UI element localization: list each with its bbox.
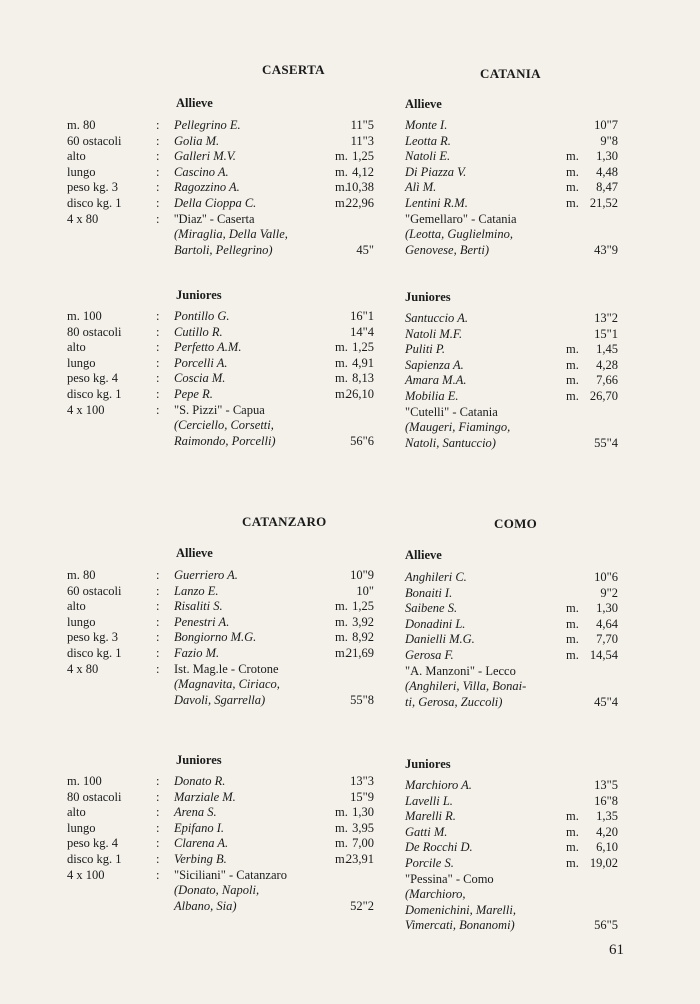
athlete-name: Santuccio A. <box>405 311 468 325</box>
result-value: 4,91 <box>352 355 374 370</box>
unit-prefix: m. <box>566 342 579 357</box>
athlete-name: Porcile S. <box>405 855 454 870</box>
athlete-name: De Rocchi D. <box>405 840 473 855</box>
colon: : <box>156 661 160 676</box>
result-value <box>314 883 374 899</box>
colon: : <box>156 386 160 401</box>
result-value <box>558 664 618 680</box>
result-value: 3,92 <box>352 614 374 629</box>
event-label: 80 ostacoli <box>67 324 122 339</box>
relay-members: (Leotta, Guglielmino, <box>405 227 513 242</box>
result-value: 4,12 <box>352 164 374 179</box>
category-heading-catanzaro-allieve: Allieve <box>176 546 213 560</box>
unit-prefix: m. <box>566 616 579 631</box>
event-label: 4 x 80 <box>67 211 99 226</box>
athlete-list-catanzaro-allieve <box>174 568 280 708</box>
athlete-name: Anghileri C. <box>405 570 467 584</box>
unit-prefix: m. <box>566 149 579 164</box>
result-value <box>314 418 374 434</box>
unit-prefix: m. <box>335 149 348 164</box>
relay-team: ''Diaz'' - Caserta <box>174 211 255 226</box>
event-label: disco kg. 1 <box>67 195 122 210</box>
event-label: m. 100 <box>67 774 102 788</box>
result-value: 21,52 <box>589 195 618 210</box>
athlete-list-como-juniores <box>405 778 516 934</box>
result-value: 45"4 <box>594 694 618 709</box>
event-label: lungo <box>67 164 96 179</box>
colon-column <box>156 118 159 227</box>
unit-prefix: m. <box>566 855 579 870</box>
category-heading-catania-juniores: Juniores <box>405 290 451 304</box>
result-column-catanzaro-juniores <box>314 774 374 914</box>
athlete-name: Donadini L. <box>405 616 466 631</box>
athlete-name: Donato R. <box>174 774 226 788</box>
colon: : <box>156 836 160 851</box>
colon: : <box>156 614 160 629</box>
result-value: 13"2 <box>594 311 618 325</box>
result-value: 11"5 <box>350 118 374 132</box>
colon: : <box>156 195 160 210</box>
event-label: peso kg. 3 <box>67 630 119 645</box>
event-label: disco kg. 1 <box>67 386 122 401</box>
colon: : <box>156 789 160 804</box>
relay-members: Genovese, Berti) <box>405 242 489 257</box>
result-value <box>314 403 374 419</box>
event-label: peso kg. 3 <box>67 180 119 195</box>
event-label: disco kg. 1 <box>67 851 122 866</box>
result-value: 8,47 <box>596 180 618 195</box>
result-value: 3,95 <box>352 820 374 835</box>
athlete-name: Puliti P. <box>405 342 446 357</box>
athlete-list-caserta-allieve <box>174 118 288 258</box>
colon: : <box>156 630 160 645</box>
result-column-como-allieve <box>558 570 618 710</box>
category-heading-como-juniores: Juniores <box>405 757 451 771</box>
athlete-name: Fazio M. <box>174 645 220 660</box>
athlete-list-catania-juniores <box>405 311 510 451</box>
result-value: 11"3 <box>350 133 374 148</box>
athlete-name: Galleri M.V. <box>174 149 236 164</box>
colon: : <box>156 211 160 226</box>
result-value: 7,00 <box>352 836 374 851</box>
relay-members: (Magnavita, Ciriaco, <box>174 677 280 692</box>
result-value <box>558 420 618 436</box>
athlete-name: Leotta R. <box>405 133 451 148</box>
event-label: disco kg. 1 <box>67 645 122 660</box>
result-value: 1,30 <box>596 149 618 164</box>
colon: : <box>156 851 160 866</box>
result-column-catanzaro-allieve <box>314 568 374 708</box>
unit-prefix: m. <box>566 647 579 662</box>
unit-prefix: m. <box>335 195 348 210</box>
colon: : <box>156 568 160 582</box>
city-heading-catania: CATANIA <box>480 66 541 81</box>
result-value: 13"3 <box>350 774 374 788</box>
colon: : <box>156 583 160 598</box>
unit-prefix: m. <box>335 805 348 820</box>
event-label: 60 ostacoli <box>67 583 122 598</box>
unit-prefix: m. <box>566 357 579 372</box>
result-value: 9"2 <box>600 585 618 600</box>
result-value <box>558 212 618 228</box>
athlete-name: Pepe R. <box>174 386 213 401</box>
result-value: 21,69 <box>345 645 374 660</box>
category-heading-caserta-allieve: Allieve <box>176 96 213 110</box>
unit-prefix: m. <box>335 851 348 866</box>
unit-prefix: m. <box>335 164 348 179</box>
unit-prefix: m. <box>335 614 348 629</box>
result-value <box>558 872 618 888</box>
relay-team: "Gemellaro" - Catania <box>405 211 517 226</box>
result-value: 10"9 <box>350 568 374 582</box>
athlete-name: Bongiorno M.G. <box>174 630 257 645</box>
result-value: 1,30 <box>596 601 618 616</box>
athlete-name: Sapienza A. <box>405 357 464 372</box>
event-label: lungo <box>67 614 96 629</box>
city-heading-como: COMO <box>494 516 538 531</box>
event-label: alto <box>67 149 86 164</box>
colon: : <box>156 324 160 339</box>
unit-prefix: m. <box>335 820 348 835</box>
athlete-name: Pontillo G. <box>174 309 230 323</box>
relay-team: "Cutelli" - Catania <box>405 404 498 419</box>
colon: : <box>156 371 160 386</box>
relay-team: "S. Pizzi" - Capua <box>174 402 265 417</box>
result-value: 16"8 <box>594 793 618 808</box>
event-label: lungo <box>67 355 96 370</box>
result-value: 8,13 <box>352 371 374 386</box>
unit-prefix: m. <box>566 388 579 403</box>
event-list-caserta-allieve <box>67 118 122 227</box>
result-column-caserta-allieve <box>314 118 374 258</box>
relay-members: Domenichini, Marelli, <box>405 902 516 917</box>
athlete-name: Danielli M.G. <box>405 632 475 647</box>
result-value: 9"8 <box>600 133 618 148</box>
category-heading-caserta-juniores: Juniores <box>176 288 222 302</box>
category-heading-catania-allieve: Allieve <box>405 97 442 111</box>
unit-prefix: m. <box>566 164 579 179</box>
result-value: 10"7 <box>594 118 618 132</box>
unit-prefix: m. <box>566 809 579 824</box>
athlete-name: Della Cioppa C. <box>174 195 257 210</box>
result-value <box>314 662 374 678</box>
event-label: 4 x 100 <box>67 402 105 417</box>
unit-prefix: m. <box>566 632 579 647</box>
event-label: peso kg. 4 <box>67 371 119 386</box>
result-value: 1,45 <box>596 342 618 357</box>
unit-prefix: m. <box>335 645 348 660</box>
relay-members: (Maugeri, Fiamingo, <box>405 420 511 435</box>
result-value: 10,38 <box>345 180 374 195</box>
result-value <box>558 405 618 421</box>
athlete-name: Epifano I. <box>174 820 224 835</box>
athlete-name: Gatti M. <box>405 824 448 839</box>
athlete-name: Arena S. <box>174 805 217 820</box>
colon: : <box>156 774 160 788</box>
athlete-name: Guerriero A. <box>174 568 238 582</box>
athlete-name: Amara M.A. <box>405 373 467 388</box>
relay-members: ti, Gerosa, Zuccoli) <box>405 694 503 709</box>
result-value: 1,25 <box>352 599 374 614</box>
relay-members: Albano, Sia) <box>174 898 237 913</box>
athlete-name: Natoli E. <box>405 149 451 164</box>
city-heading-caserta: CASERTA <box>262 62 325 77</box>
athlete-name: Marelli R. <box>405 809 456 824</box>
relay-members: (Anghileri, Villa, Bonai- <box>405 679 527 694</box>
event-label: 80 ostacoli <box>67 789 122 804</box>
colon: : <box>156 340 160 355</box>
athlete-name: Verbing B. <box>174 851 227 866</box>
athlete-name: Lentini R.M. <box>405 195 468 210</box>
relay-members: (Cerciello, Corsetti, <box>174 418 274 433</box>
colon: : <box>156 805 160 820</box>
relay-members: Davoli, Sgarrella) <box>174 692 266 707</box>
result-value: 14,54 <box>589 647 618 662</box>
relay-team: Ist. Mag.le - Crotone <box>174 661 279 676</box>
athlete-list-catanzaro-juniores <box>174 774 287 914</box>
result-value <box>558 887 618 903</box>
event-label: m. 100 <box>67 309 102 323</box>
athlete-list-caserta-juniores <box>174 309 276 449</box>
event-label: 60 ostacoli <box>67 133 122 148</box>
result-value: 16"1 <box>350 309 374 323</box>
athlete-name: Di Piazza V. <box>405 164 467 179</box>
result-value: 52"2 <box>350 898 374 913</box>
colon: : <box>156 820 160 835</box>
athlete-name: Coscia M. <box>174 371 226 386</box>
unit-prefix: m. <box>335 630 348 645</box>
result-value: 13"5 <box>594 778 618 792</box>
unit-prefix: m. <box>335 355 348 370</box>
unit-prefix: m. <box>335 836 348 851</box>
result-value: 10"6 <box>594 570 618 584</box>
result-value: 8,92 <box>352 630 374 645</box>
category-heading-como-allieve: Allieve <box>405 548 442 562</box>
page-number: 61 <box>609 942 624 958</box>
result-value <box>314 212 374 228</box>
colon: : <box>156 309 160 323</box>
result-value <box>558 679 618 695</box>
athlete-name: Bonaiti I. <box>405 585 453 600</box>
result-column-catania-juniores <box>558 311 618 451</box>
relay-members: (Miraglia, Della Valle, <box>174 227 288 242</box>
result-value: 45" <box>356 242 374 257</box>
relay-members: Natoli, Santuccio) <box>405 435 496 450</box>
athlete-name: Golia M. <box>174 133 220 148</box>
result-value: 15"1 <box>594 326 618 341</box>
unit-prefix: m. <box>566 840 579 855</box>
athlete-name: Clarena A. <box>174 836 229 851</box>
athlete-name: Gerosa F. <box>405 647 454 662</box>
athlete-name: Lanzo E. <box>174 583 219 598</box>
colon: : <box>156 180 160 195</box>
colon: : <box>156 645 160 660</box>
athlete-name: Marziale M. <box>174 789 236 804</box>
result-value: 1,30 <box>352 805 374 820</box>
result-value: 43"9 <box>594 242 618 257</box>
result-value: 7,70 <box>596 632 618 647</box>
athlete-list-catania-allieve <box>405 118 517 258</box>
result-value: 56"6 <box>350 433 374 448</box>
unit-prefix: m. <box>566 601 579 616</box>
colon: : <box>156 599 160 614</box>
unit-prefix: m. <box>335 599 348 614</box>
result-value <box>314 227 374 243</box>
result-value: 4,20 <box>596 824 618 839</box>
result-value <box>558 903 618 919</box>
athlete-name: Risaliti S. <box>174 599 223 614</box>
result-value: 56"5 <box>594 918 618 933</box>
result-value: 10" <box>356 583 374 598</box>
result-value: 55"4 <box>594 435 618 450</box>
result-value: 4,64 <box>596 616 618 631</box>
result-column-catania-allieve <box>558 118 618 258</box>
result-value: 26,10 <box>345 386 374 401</box>
result-value: 4,48 <box>596 164 618 179</box>
result-value: 22,96 <box>345 195 374 210</box>
category-heading-catanzaro-juniores: Juniores <box>176 753 222 767</box>
unit-prefix: m. <box>566 373 579 388</box>
colon: : <box>156 149 160 164</box>
result-value: 55"8 <box>350 692 374 707</box>
result-value <box>314 868 374 884</box>
result-value: 7,66 <box>596 373 618 388</box>
athlete-name: Saibene S. <box>405 601 458 616</box>
result-value <box>314 677 374 693</box>
unit-prefix: m. <box>335 340 348 355</box>
athlete-name: Lavelli L. <box>405 793 453 808</box>
unit-prefix: m. <box>335 371 348 386</box>
athlete-name: Perfetto A.M. <box>174 340 242 355</box>
event-list-catanzaro-allieve <box>67 568 122 677</box>
unit-prefix: m. <box>566 824 579 839</box>
event-list-caserta-juniores <box>67 309 122 418</box>
event-list-catanzaro-juniores <box>67 774 122 883</box>
athlete-name: Marchioro A. <box>405 778 472 792</box>
relay-team: "Pessina" - Como <box>405 871 494 886</box>
event-label: 4 x 100 <box>67 867 105 882</box>
event-label: alto <box>67 340 86 355</box>
event-label: m. 80 <box>67 568 96 582</box>
result-value: 14"4 <box>350 324 374 339</box>
result-value <box>558 227 618 243</box>
colon: : <box>156 118 160 132</box>
relay-members: (Donato, Napoli, <box>174 883 260 898</box>
result-value: 1,35 <box>596 809 618 824</box>
result-value: 1,25 <box>352 340 374 355</box>
relay-team: "A. Manzoni" - Lecco <box>405 663 516 678</box>
colon-column <box>156 309 159 418</box>
event-label: 4 x 80 <box>67 661 99 676</box>
colon: : <box>156 133 160 148</box>
result-value: 23,91 <box>345 851 374 866</box>
result-column-como-juniores <box>558 778 618 934</box>
athlete-list-como-allieve <box>405 570 526 710</box>
athlete-name: Monte I. <box>405 118 448 132</box>
event-label: lungo <box>67 820 96 835</box>
unit-prefix: m. <box>335 386 348 401</box>
unit-prefix: m. <box>566 195 579 210</box>
unit-prefix: m. <box>335 180 348 195</box>
athlete-name: Mobilia E. <box>405 388 459 403</box>
colon-column <box>156 774 159 883</box>
athlete-name: Penestri A. <box>174 614 230 629</box>
colon: : <box>156 402 160 417</box>
colon: : <box>156 867 160 882</box>
relay-members: Raimondo, Porcelli) <box>174 433 276 448</box>
unit-prefix: m. <box>566 180 579 195</box>
result-value: 6,10 <box>596 840 618 855</box>
city-heading-catanzaro: CATANZARO <box>242 514 327 529</box>
athlete-name: Ragozzino A. <box>174 180 240 195</box>
relay-team: "Siciliani" - Catanzaro <box>174 867 287 882</box>
result-value: 1,25 <box>352 149 374 164</box>
relay-members: Bartoli, Pellegrino) <box>174 242 273 257</box>
athlete-name: Cutillo R. <box>174 324 223 339</box>
colon: : <box>156 355 160 370</box>
result-value: 4,28 <box>596 357 618 372</box>
result-value: 15"9 <box>350 789 374 804</box>
result-column-caserta-juniores <box>314 309 374 449</box>
athlete-name: Pellegrino E. <box>174 118 241 132</box>
colon-column <box>156 568 159 677</box>
event-label: m. 80 <box>67 118 96 132</box>
athlete-name: Cascino A. <box>174 164 229 179</box>
colon: : <box>156 164 160 179</box>
result-value: 19,02 <box>589 855 618 870</box>
athlete-name: Alì M. <box>405 180 437 195</box>
event-label: alto <box>67 599 86 614</box>
relay-members: (Marchioro, <box>405 887 466 902</box>
event-label: alto <box>67 805 86 820</box>
event-label: peso kg. 4 <box>67 836 119 851</box>
athlete-name: Porcelli A. <box>174 355 228 370</box>
athlete-name: Natoli M.F. <box>405 326 463 341</box>
relay-members: Vimercati, Bonanomi) <box>405 918 515 933</box>
result-value: 26,70 <box>589 388 618 403</box>
